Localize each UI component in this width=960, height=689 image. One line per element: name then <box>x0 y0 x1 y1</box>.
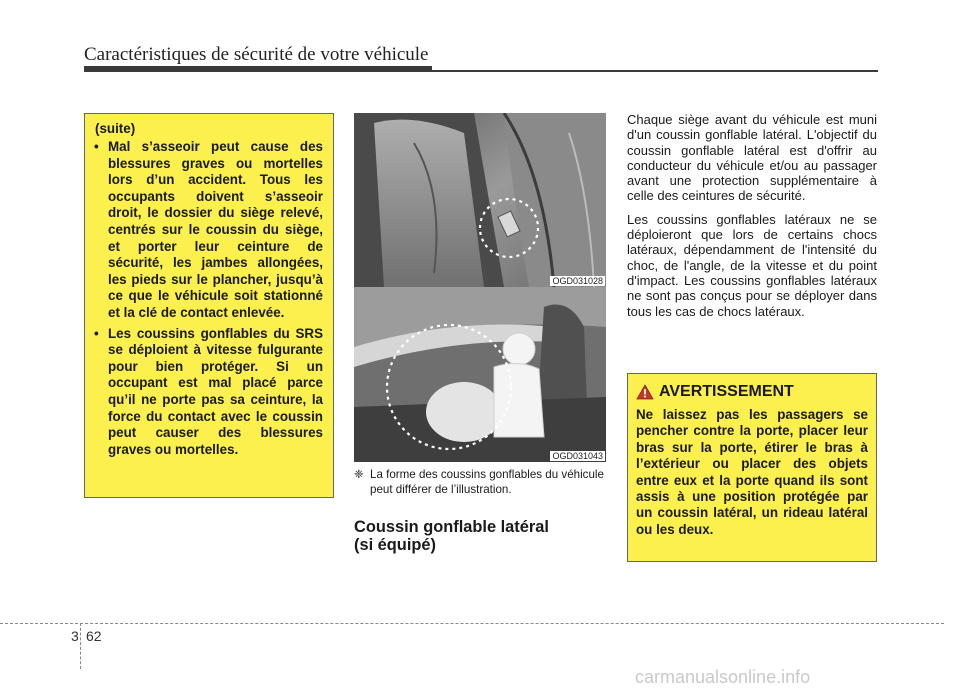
paragraph: Chaque siège avant du véhicule est muni d'un coussin gonflable latéral. L'objectif du coussin gonflable latéral est d'offrir au conducteur du véhicule et/ou au passager avant une protection supplémentaire à celle des ceintures de sécurité. <box>627 112 877 204</box>
section-title <box>354 518 614 554</box>
list-item-text: Mal s’asseoir peut cause des blessures graves ou mortelles lors d’un accident. Tous les occupants doivent s’asseoir droit, le dossier du siège relevé, centrés sur le coussin du siège, et porter leur ceinture de sécurité, les jambes allongées, les pieds sur le plancher, jusqu’à ce que le véhicule soit stationné et la clé de contact enlevée. <box>108 139 323 320</box>
section-title-line2: (si équipé) <box>354 536 436 554</box>
seat-airbag-label-photo <box>354 113 606 287</box>
warning-title: AVERTISSEMENT <box>659 383 794 400</box>
footer-rule <box>0 623 944 624</box>
caption-text: La forme des coussins gonflables du véhicule peut différer de l’illustration. <box>370 468 604 496</box>
image-caption <box>354 467 606 497</box>
bullet: • <box>94 139 99 154</box>
list-item <box>93 139 323 322</box>
warning-box <box>627 373 877 562</box>
caution-list <box>93 139 323 458</box>
bullet: • <box>94 325 99 341</box>
seat-illustration <box>354 113 606 287</box>
list-item-text: Les coussins gonflables du SRS se déploient à vitesse fulgurante pour bien protéger. Si un occupant est mal placé parce qu’il ne porte pas sa ceinture, la force du contact avec le coussin peut causer des blessures graves ou mortelles. <box>108 325 323 457</box>
airbag-deploy-illustration <box>354 287 606 462</box>
warning-text: Ne laissez pas les passagers se pencher contre la porte, placer leur bras sur la porte, étirer le bras à l’extérieur ou placer des objets entre eux et la porte quand ils sont assis à une position protégée par un coussin latéral, un rideau latéral ou les deux. <box>636 407 868 537</box>
section-title-line1: Coussin gonflable latéral <box>354 518 549 536</box>
paragraph: Les coussins gonflables latéraux ne se déploieront que lors de certains chocs latéraux, dépendamment de l'intensité du choc, de l'angle, de la vitesse et du point d'impact. Les coussins gonflables latéraux ne sont pas conçus pour se déployer dans tous les cas de chocs latéraux. <box>627 211 877 319</box>
page-header-title: Caractéristiques de sécurité de votre véhicule <box>84 44 429 65</box>
body-text <box>627 112 877 327</box>
list-item <box>93 326 323 459</box>
photo-code: OGD031043 <box>552 451 603 461</box>
warning-header <box>636 383 868 401</box>
watermark: carmanualsonline.info <box>635 667 811 687</box>
side-airbag-deployed-photo <box>354 287 606 462</box>
photo-code: OGD031028 <box>552 276 603 286</box>
header-rule-thin <box>84 70 878 72</box>
page-number: 62 <box>86 628 102 644</box>
chapter-number: 3 <box>71 628 79 644</box>
caution-box-continued <box>84 113 334 498</box>
continued-label: (suite) <box>95 121 136 136</box>
footer-divider <box>80 623 81 669</box>
warning-triangle-icon <box>636 384 654 400</box>
note-mark: ❈ <box>354 468 364 481</box>
